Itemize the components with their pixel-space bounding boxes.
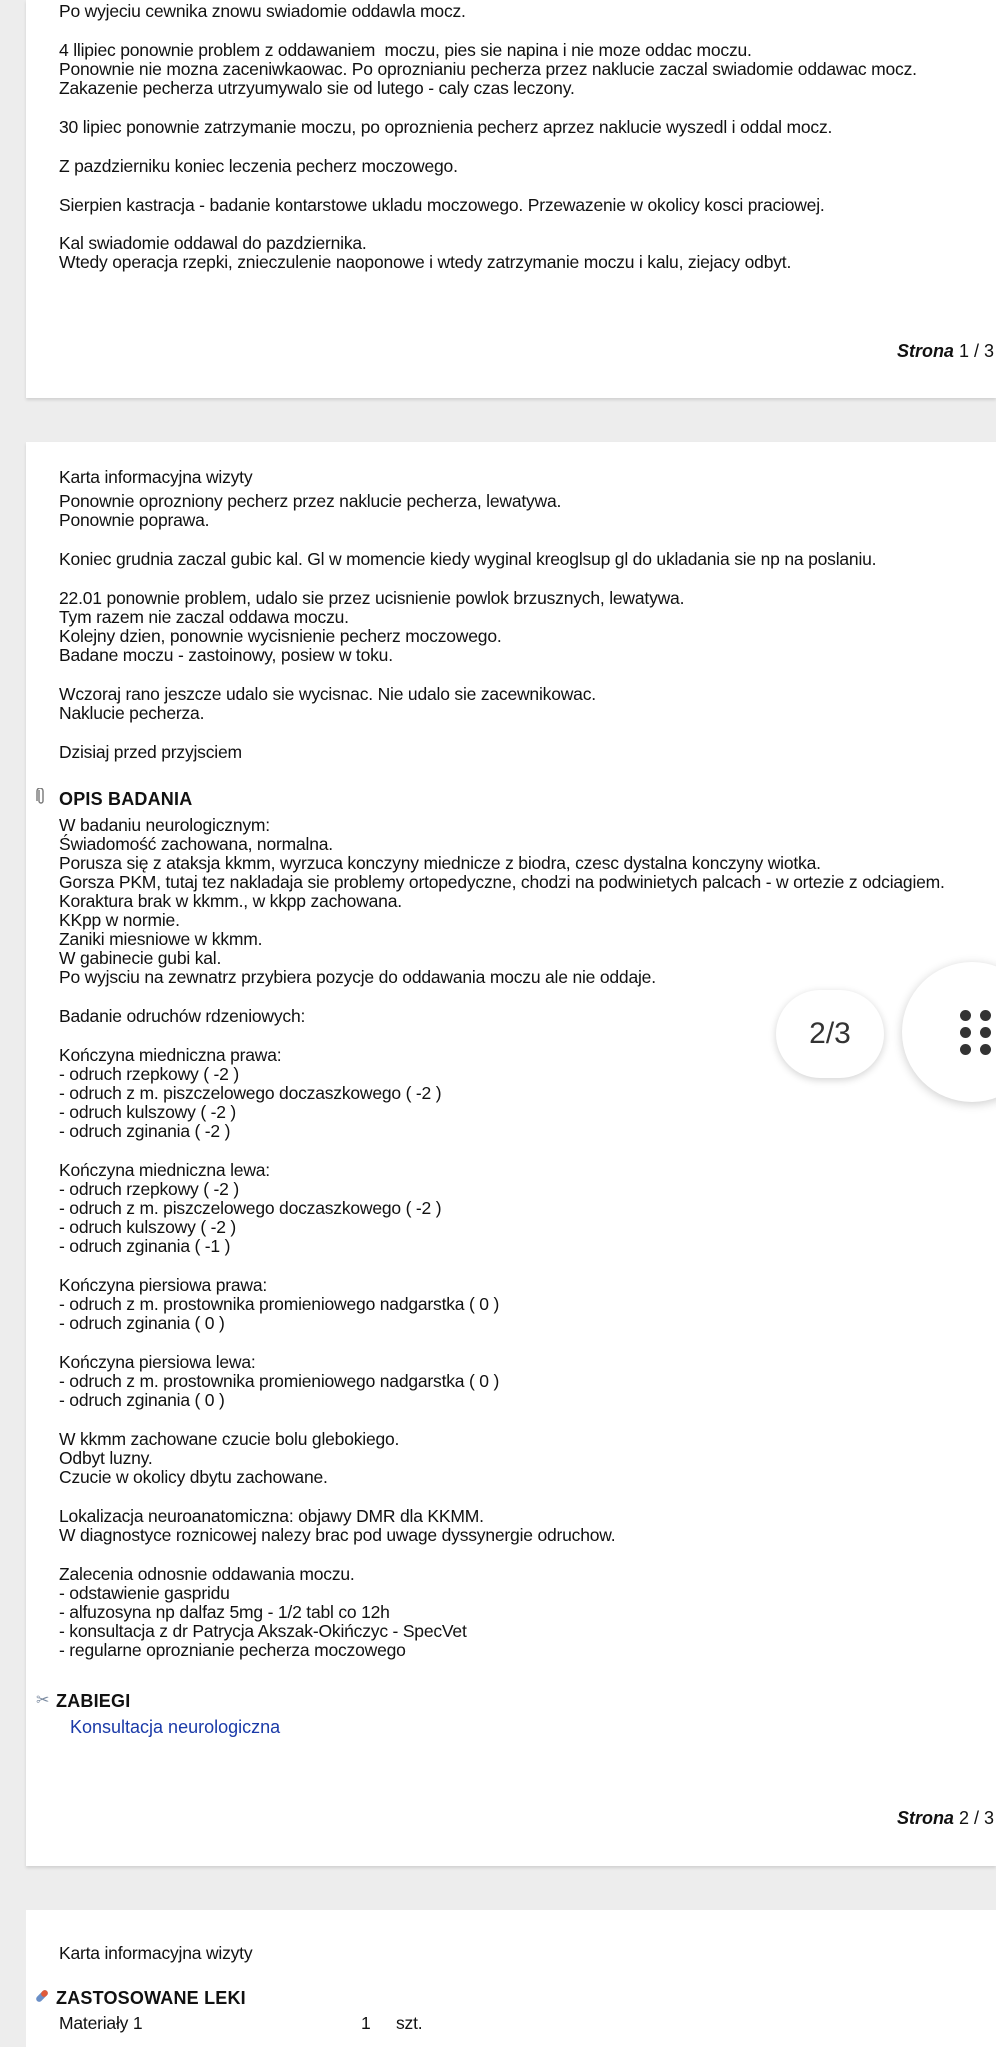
text-line: Z pazdzierniku koniec leczenia pecherz moczowego. (59, 156, 458, 176)
text-line: - regularne oproznianie pecherza moczowego (59, 1640, 406, 1660)
page-footer (897, 341, 994, 362)
text-line: Po wyjeciu cewnika znowu swiadomie oddawla mocz. (59, 1, 466, 21)
text-line: - odruch z m. piszczelowego doczaszkowego ( -2 ) (59, 1198, 442, 1218)
text-line: Wczoraj rano jeszcze udalo sie wycisnac. Nie udalo sie zacewnikowac. (59, 684, 596, 704)
footer-label: Strona (896, 341, 954, 361)
text-line: Dzisiaj przed przyjsciem (59, 742, 242, 762)
text-line: Lokalizacja neuroanatomiczna: objawy DMR dla KKMM. (59, 1506, 484, 1526)
text-line: Zakazenie pecherza utrzyumywalo sie od lutego - caly czas leczony. (59, 78, 575, 98)
text-line: Ponownie oprozniony pecherz przez naklucie pecherza, lewatywa. (59, 491, 562, 511)
text-line: - odruch z m. prostownika promieniowego nadgarstka ( 0 ) (59, 1294, 500, 1314)
procedure-link[interactable]: Konsultacja neurologiczna (70, 1717, 281, 1737)
text-line: KKpp w normie. (59, 910, 180, 930)
text-line: - odruch z m. prostownika promieniowego nadgarstka ( 0 ) (59, 1371, 500, 1391)
medication-unit: szt. (396, 2013, 423, 2033)
text-line: - odruch rzepkowy ( -2 ) (59, 1064, 239, 1084)
text-line: Kończyna miedniczna lewa: (59, 1160, 270, 1180)
page-indicator-text: 2/3 (809, 1017, 851, 1050)
clip-icon (36, 788, 46, 811)
text-line: - odruch kulszowy ( -2 ) (59, 1102, 237, 1122)
text-line: Gorsza PKM, tutaj tez nakladaja sie problemy ortopedyczne, chodzi na podwinietych palcach - w ortezie z odciagiem. (59, 872, 945, 892)
text-line: - odruch rzepkowy ( -2 ) (59, 1179, 239, 1199)
text-line: W gabinecie gubi kal. (59, 948, 222, 968)
grid-dots-icon (960, 1010, 992, 1056)
text-line: Świadomość zachowana, normalna. (59, 834, 333, 854)
text-line: Tym razem nie zaczal oddawa moczu. (59, 607, 349, 627)
text-line: Po wyjsciu na zewnatrz przybiera pozycje do oddawania moczu ale nie oddaje. (59, 967, 656, 987)
text-line: W diagnostyce roznicowej nalezy brac pod uwage dyssynergie odruchow. (59, 1525, 616, 1545)
medication-quantity: 1 (361, 2013, 371, 2033)
document-page-3 (26, 1910, 996, 2047)
text-line: W badaniu neurologicznym: (59, 815, 270, 835)
text-line: Koniec grudnia zaczal gubic kal. Gl w momencie kiedy wyginal kreoglsup gl do ukladania sie np na poslaniu. (59, 549, 877, 569)
document-page-1 (26, 0, 996, 398)
text-line: Koraktura brak w kkmm., w kkpp zachowana. (59, 891, 402, 911)
text-line: W kkmm zachowane czucie bolu glebokiego. (59, 1429, 400, 1449)
footer-label: Strona (896, 1808, 954, 1828)
text-line: Wtedy operacja rzepki, znieczulenie naoponowe i wtedy zatrzymanie moczu i kalu, ziejacy odbyt. (59, 252, 792, 272)
text-line: Zalecenia odnosnie oddawania moczu. (59, 1564, 355, 1584)
text-line: Zaniki miesniowe w kkmm. (59, 929, 263, 949)
section-title-zastosowane-leki: ZASTOSOWANE LEKI (56, 1988, 246, 2008)
text-line: - odruch zginania ( 0 ) (59, 1313, 225, 1333)
text-line: Kończyna piersiowa prawa: (59, 1275, 268, 1295)
text-line: 22.01 ponownie problem, udalo sie przez ucisnienie powlok brzusznych, lewatywa. (59, 588, 685, 608)
medication-name: Materiały 1 (59, 2013, 143, 2033)
footer-page-number: 1 / 3 (958, 341, 994, 361)
text-line: Sierpien kastracja - badanie kontarstowe ukladu moczowego. Przewazenie w okolicy kosci praciowej. (59, 195, 825, 215)
text-line: - alfuzosyna np dalfaz 5mg - 1/2 tabl co 12h (59, 1602, 390, 1622)
page-indicator[interactable] (776, 990, 884, 1078)
text-line: Czucie w okolicy dbytu zachowane. (59, 1467, 328, 1487)
text-line: - odstawienie gaspridu (59, 1583, 230, 1603)
text-line: Porusza się z ataksja kkmm, wyrzuca konczyny miednicze z biodra, czesc dystalna konczyny wiotka. (59, 853, 821, 873)
text-line: - odruch kulszowy ( -2 ) (59, 1217, 237, 1237)
text-line: Odbyt luzny. (59, 1448, 153, 1468)
section-title-zabiegi: ZABIEGI (56, 1691, 131, 1711)
text-line: - odruch zginania ( 0 ) (59, 1390, 225, 1410)
text-line: - odruch zginania ( -2 ) (59, 1121, 231, 1141)
document-page-2 (26, 442, 996, 1866)
text-line: 4 llipiec ponownie problem z oddawaniem moczu, pies sie napina i nie moze oddac moczu. (59, 40, 752, 60)
text-line: Kończyna miedniczna prawa: (59, 1045, 282, 1065)
text-line: Badane moczu - zastoinowy, posiew w toku. (59, 645, 393, 665)
page-header: Karta informacyjna wizyty (59, 467, 253, 487)
footer-page-number: 2 / 3 (958, 1808, 994, 1828)
section-title-opis-badania: OPIS BADANIA (59, 789, 193, 809)
pill-icon (34, 1988, 50, 2009)
text-line: - odruch z m. piszczelowego doczaszkowego ( -2 ) (59, 1083, 442, 1103)
text-line: Naklucie pecherza. (59, 703, 205, 723)
text-line: 30 lipiec ponownie zatrzymanie moczu, po oproznienia pecherz aprzez naklucie wyszedl i oddal mocz. (59, 117, 833, 137)
text-line: Ponownie poprawa. (59, 510, 210, 530)
text-line: Kończyna piersiowa lewa: (59, 1352, 256, 1372)
page-footer (897, 1808, 994, 1829)
text-line: Badanie odruchów rdzeniowych: (59, 1006, 306, 1026)
text-line: - konsultacja z dr Patrycja Akszak-Okińczyc - SpecVet (59, 1621, 467, 1641)
text-line: Kal swiadomie oddawal do pazdziernika. (59, 233, 367, 253)
page-header: Karta informacyjna wizyty (59, 1943, 253, 1963)
text-line: - odruch zginania ( -1 ) (59, 1236, 231, 1256)
text-line: Ponownie nie mozna zaceniwkaowac. Po oproznianiu pecherza przez naklucie zaczal swiadomie oddawac mocz. (59, 59, 917, 79)
text-line: Kolejny dzien, ponownie wycisnienie pecherz moczowego. (59, 626, 502, 646)
scissors-icon: ✂ (36, 1692, 50, 1709)
